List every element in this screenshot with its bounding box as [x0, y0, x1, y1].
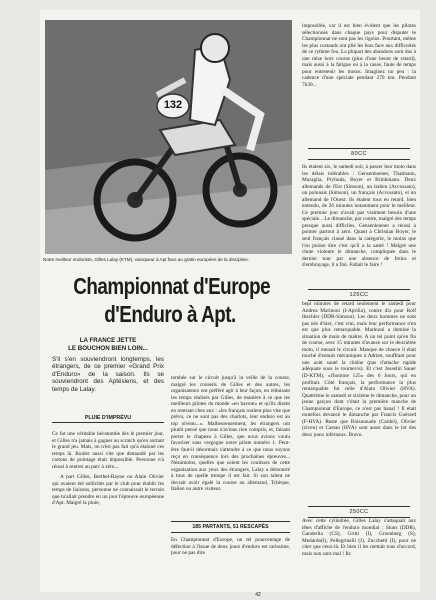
- article-column-middle: [171, 375, 290, 520]
- paragraph: Ils étaient six, le samedi soir, à passer leur moto dans les délais tolérables : Gensenhoener, Thalmann, Muraglia, Pryhuda, Boyer et Brinkmann. Deux allemands de l'Est (Simson), un italien (Accossato), un polonais (Simson), un français (Accossato), et un allemand de l'Ouest. Ils étaient tous en retard, bien entendu, de 26 minutes notamment pour le meilleur. Ce premier jour n'avait pas vraiment besoin d'une spéciale... Le dimanche, par contre, malgré des temps presque aussi difficiles, Gensenhoener a réussi à pointer partout à zéro. Quant à Christian Boyer, le seul français classé dans la catégorie, le moins que l'on puisse dire c'est qu'il a la santé ! Malgré une chute violente le dimanche, compliquée dans le dernier tour par une absence de freins et d'embrayage, il a fini. Fallait le faire !: [302, 164, 416, 269]
- article-column-middle-lower: [171, 537, 290, 588]
- paragraph: Avec cette cylindrée, Gilles Lalay s'attaquait aux têtes d'affiche de l'enduro mondial : Stuns (DDR), Ganderila (CS), Gritti (I), Groenberg (S), Medardo(I), Pellegrinelli (I), Zucchetti (I), pour ne citer que ceux-là. Et bien il les mettait tous d'accord, mais non sans mal ! Ils: [302, 518, 416, 557]
- headline-line-2: d'Enduro à Apt.: [104, 301, 236, 327]
- article-column-right-intro: [302, 23, 416, 157]
- number-plate: 132: [163, 99, 183, 111]
- magazine-page: [40, 10, 420, 598]
- article-column-80cc: [302, 164, 416, 288]
- paragraph: bept minutes de retard seulement le samedi pour Andrea Marinoni (I-Aprilia), contre dix pour Rolf Ihechler (DDR-Simson). Les deux hommes ne sont pas nés d'hier, c'est vrai, mais leur performance n'en est que plus remarquable. Marinoni a dominé la situation de main de maître. A un tel point qu'en fin de course, avec 15 minutes d'avance sur le deuxième moto, il menait le circuit. Manque de chance il était touché d'ennuis mécaniques à Adrien, souffrant pour une aoùt sauté la chaîne (pas d'attache rapide adéquate sous le tournevis). Et c'est Josselin Sauer (D-KTM), «l'homme 125» des 6 Jours, qui en profitait. Côté français, la performance la plus remarquable fut celle d'Alain Olivier (HVA). Quatrième le samedi et sixième le dimanche, pour un jeune garçon dont c'était la première manche de Championnat d'Europe, ce n'est pas banal ! Il était toutefois devancé le dimanche par Francis Guérard (F-HVA). Reste que Boisonnade (Cardel), Olivier (ziven) et Castan (HVA) sont aussi dans le lot des deux jours infernaux. Bravo.: [302, 301, 416, 438]
- section-heading-80cc: 80CC: [308, 148, 410, 160]
- kicker-line-2: LE BOUCHON BIEN LOIN...: [68, 345, 148, 352]
- photo-caption: Notre meilleur enduriste, Gilles Lalay (KTM), vainqueur à Apt face au gratin européen de la discipline.: [43, 257, 250, 262]
- motorcycle-rider-illustration: [45, 20, 292, 254]
- headline: [52, 272, 288, 332]
- subheading-partants: 185 PARTANTS, 51 RESCAPÉS: [171, 521, 290, 533]
- page-number: 42: [255, 592, 261, 598]
- subheading-pluie: PLUIE D'IMPRÉVU: [52, 415, 164, 423]
- kicker: [52, 337, 164, 353]
- paragraph: En Championnat d'Europe, un tel pourcentage de défection à l'issue de deux jours d'enduro est rarissime, pour ne pas dire: [171, 537, 290, 557]
- paragraph: A part Gilles, Berthet-Rayne ou Alain Olivier qui avaient été sollicités par le club pour établir les temps de liaisons, personne ne connaissait le terrain que tu'allait prendre en un jour l'épreuve européenne d'Apt. Malgré la pluie,: [52, 474, 164, 507]
- section-heading-125cc: 125CC: [308, 289, 410, 301]
- section-heading-250cc: 250CC: [308, 506, 410, 518]
- paragraph: Ce fut une véritable hécatombe dès le premier jour, et Gilles n'a jamais à gagner au scratch qu'en sortant le grand jeu. Mais, on n'est pas fait qu'à étaloné ces temps là. Rouler aussi vite que demandé par les cartons de pointage était impossible. Personne n'a réussi à rentrer au parc à zéro...: [52, 431, 164, 470]
- paragraph: tombée sur le circuit jusqu'à la veille de la course, malgré les conseils de Gilles et des autres, les organisateurs ont préféré agir à leur façon, en réduisant les temps réalisés par Gilles, de manière à ce que les meilleurs pilotes du monde «en havent» et qu'ils disent en rentrant chez eux : «les français roulent plus vite que prévu, ce ne sont pas des charlots, leur enduro est au top niveau...». Malheureusement, les étrangers ont plutôt pensé que nous n'avions rien compris, et, faisant porter le chapeau à Gilles, que nous avions voulu favoriser sans vergogne notre pilote numéro 1. Peut-être faut-il désormais s'attendre à ce que nous soyons reçu en conséquence lors des prochaines épreuves... Néanmoins, quelles que soient les coulisses de cette organisation aux yeux des étrangers, Lalay a démontré à tous de quelle trempe il est fait. Si son talent ne devrait avoir égalé la course au allemand, Tchèque, Italien ou autre visiteur.: [171, 375, 290, 493]
- lede-paragraph: S'il s'en souviendront longtemps, les étrangers, de ce premier «Grand Prix d'Enduro» de la saison. Ils se souviendront des Aptésiens, et des temps de Lalay.: [52, 356, 164, 393]
- enduro-photo: [45, 20, 292, 254]
- article-column-left: [52, 431, 164, 587]
- article-column-125cc: [302, 301, 416, 507]
- paragraph: impossible, car il est bien évident que les pilotes sélectionnés dans chaque pays pour disputer le Championnat ne sont pas les rigolos. Pourtant, même les plus costauds ont plié les bras face aux difficultés de ce rythme fou. La plupart des abandons sont dus à une mise hors course (plus d'une heure de retard), mais aussi à la fatigue ou à la casse, faute de temps pour entretenir les motos. Imaginez un peu : la cadence d'une spéciale pendant 270 km. Pendant 7h30...: [302, 23, 416, 88]
- kicker-line-1: LA FRANCE JETTE: [79, 337, 137, 344]
- headline-line-1: Championnat d'Europe: [73, 273, 271, 299]
- article-column-250cc: [302, 518, 416, 588]
